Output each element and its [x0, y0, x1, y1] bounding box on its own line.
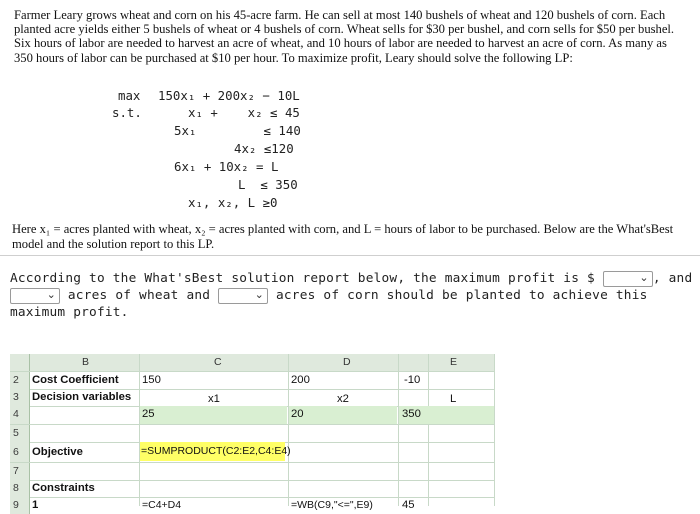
column-header-b: B [82, 356, 90, 368]
table-row [10, 480, 495, 498]
column-header-d: D [343, 356, 351, 368]
cell-d9: =WB(C9,"<=",E9) [291, 499, 373, 511]
cell-c3: x1 [208, 393, 220, 405]
lp-max-label: max [118, 88, 141, 103]
label-cell: Decision variables [32, 391, 132, 403]
label-cell: Cost Coefficient [32, 374, 119, 386]
column-header-e: E [450, 356, 458, 368]
row-number: 6 [10, 442, 30, 462]
cell-e2: -10 [404, 374, 421, 386]
label-cell: Constraints [32, 482, 95, 494]
row-number: 4 [10, 406, 30, 424]
cell-e9: 45 [402, 499, 415, 511]
corner-cell [10, 354, 30, 371]
cell-e4: 350 [399, 406, 494, 424]
lp-nonnegativity: x₁, x₂, L ≥0 [188, 195, 278, 210]
chevron-down-icon: ⌄ [639, 270, 649, 284]
row-number: 5 [10, 425, 30, 442]
question-part-3: acres of wheat and [67, 288, 211, 303]
cell-d3: x2 [337, 393, 349, 405]
lp-objective: 150x₁ + 200x₂ − 10L [158, 88, 300, 103]
variable-explanation: Here x₁ = acres planted with wheat, x₂ = acres planted with corn, and L = hours of labor to be purchased. Below are the What'sBest model and the solution report to this LP. [12, 222, 674, 251]
whatsbest-spreadsheet [10, 354, 495, 511]
column-header-row [10, 354, 495, 372]
cell-c9: =C4+D4 [142, 499, 182, 511]
problem-paragraph: Farmer Leary grows wheat and corn on his 45-acre farm. He can sell at most 140 bushels of wheat and 120 bushels of corn. Each planted acre yields either 5 bushels of wheat or 4 bushels of corn. Wheat sells for $30 per bushel, and corn sells for $50 per bushel. Six hours of labor are needed to harvest an acre of wheat, and 10 hours of labor are needed to harvest an acre of corn. As many as 350 hours of labor can be purchased at $10 per hour. To maximize profit, Leary should solve the following LP: [14, 8, 675, 65]
table-row [10, 389, 495, 407]
cell-d2: 200 [291, 374, 310, 386]
table-row [10, 372, 495, 390]
chevron-down-icon: ⌄ [254, 287, 265, 301]
row-number: 8 [10, 480, 30, 497]
lp-constraint-2: 5x₁ ≤ 140 [174, 123, 301, 138]
lp-constraint-4: 6x₁ + 10x₂ = L [174, 159, 279, 174]
cell-c4: 25 [140, 406, 287, 424]
question-part-1: According to the What'sBest solution report below, the maximum profit is $ [10, 271, 595, 286]
label-cell: 1 [32, 499, 39, 511]
cell-c2: 150 [142, 374, 161, 386]
cell-d4: 20 [289, 406, 397, 424]
corn-acres-dropdown[interactable] [218, 288, 268, 304]
question-text [10, 270, 694, 321]
row-number: 7 [10, 463, 30, 480]
question-part-4: acres of corn should be planted to achieve this maximum profit. [10, 288, 648, 320]
lp-constraint-5: L ≤ 350 [238, 177, 298, 192]
table-row [10, 406, 495, 425]
table-row [10, 463, 495, 481]
question-part-2: , and [652, 271, 693, 286]
cell-e3: L [450, 393, 457, 405]
cell-c6-objective: =SUMPRODUCT(C2:E2,C4:E4) [140, 442, 285, 461]
section-divider [0, 255, 700, 256]
row-number: 2 [10, 372, 30, 389]
column-header-c: C [214, 356, 222, 368]
wheat-acres-dropdown[interactable] [10, 288, 60, 304]
lp-constraint-1: x₁ + x₂ ≤ 45 [188, 105, 300, 120]
row-number: 9 [10, 497, 30, 514]
table-row [10, 425, 495, 443]
lp-st-label: s.t. [112, 105, 142, 120]
chevron-down-icon: ⌄ [46, 287, 56, 301]
lp-constraint-3: 4x₂ ≤120 [234, 141, 294, 156]
label-cell: Objective [32, 446, 83, 458]
table-row [10, 442, 495, 463]
profit-dropdown[interactable] [603, 271, 653, 287]
row-number: 3 [10, 389, 30, 406]
